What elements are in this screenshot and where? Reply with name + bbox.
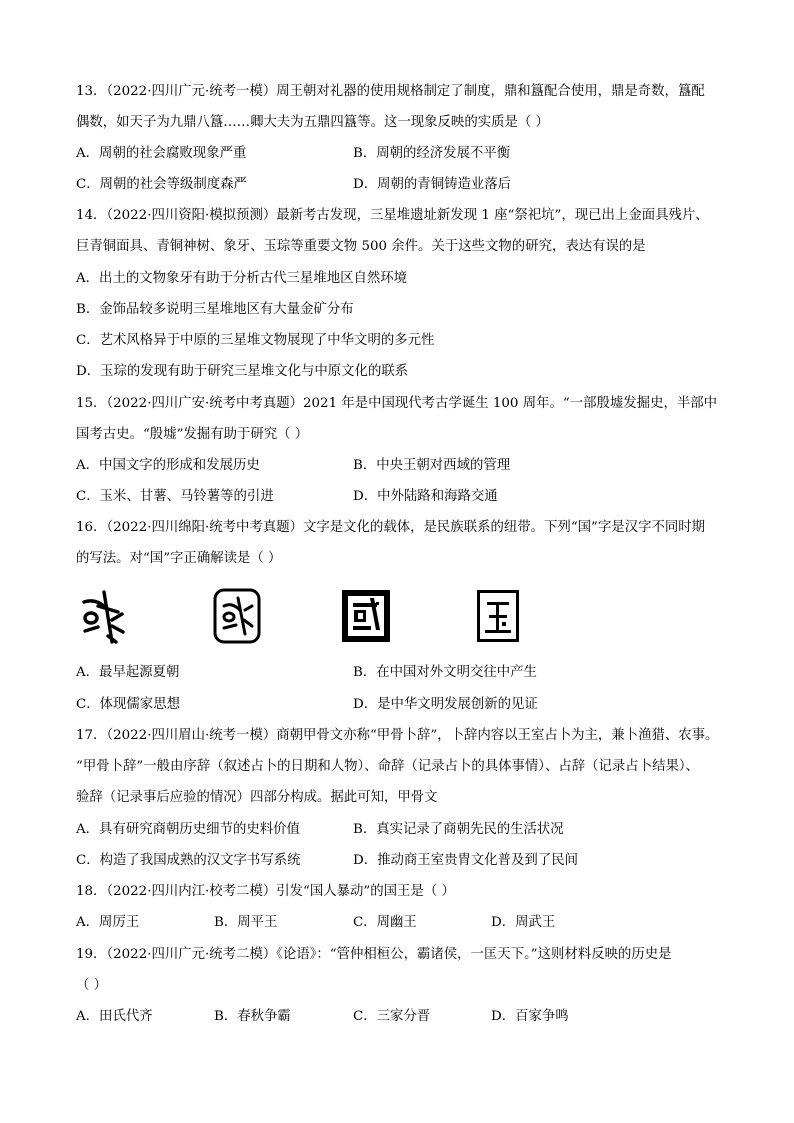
q16-line-1: 16．（2022·四川绵阳·统考中考真题）文字是文化的载体，是民族联系的纽带。下列“国”字是汉字不同时期 <box>76 520 706 535</box>
q15-option-c: C．玉米、甘薯、马铃薯等的引进 <box>76 489 274 504</box>
q17-line-1: 17．（2022·四川眉山·统考一模）商朝甲骨文亦称“甲骨卜辞”，卜辞内容以王室占卜为主，兼卜渔猎、农事。 <box>76 728 719 743</box>
q17-line-2: “甲骨卜辞”一般由序辞（叙述占卜的日期和人物）、命辞（记录占卜的具体事情）、占辞（记录占卜结果）、 <box>76 759 699 774</box>
q19-option-b: B．春秋争霸 <box>214 1009 291 1024</box>
q14-option-b: B．金饰品较多说明三星堆地区有大量金矿分布 <box>76 302 354 317</box>
q15-option-d: D．中外陆路和海路交通 <box>353 489 498 504</box>
q17-option-b: B．真实记录了商朝先民的生活状况 <box>353 822 564 837</box>
q13-option-d: D．周朝的青铜铸造业落后 <box>353 177 512 192</box>
q15-option-a: A．中国文字的形成和发展历史 <box>76 458 260 473</box>
q15-option-b: B．中央王朝对西域的管理 <box>353 458 511 473</box>
q14-line-2: 巨青铜面具、青铜神树、象牙、玉琮等重要文物 500 余件。关于这些文物的研究，表达有误的是 <box>76 239 646 254</box>
q16-option-a: A．最早起源夏朝 <box>76 665 180 680</box>
q16-option-b: B．在中国对外文明交往中产生 <box>353 665 537 680</box>
q19-option-c: C．三家分晋 <box>353 1009 431 1024</box>
q13-option-b: B．周朝的经济发展不平衡 <box>353 146 511 161</box>
q17-option-c: C．构造了我国成熟的汉文字书写系统 <box>76 853 301 868</box>
traditional-guo-icon <box>340 586 392 646</box>
q13-option-a: A．周朝的社会腐败现象严重 <box>76 146 247 161</box>
q15-line-1: 15．（2022·四川广安·统考中考真题）2021 年是中国现代考古学诞生 100 周年。“一部殷墟发掘史，半部中 <box>76 396 718 411</box>
q18-option-c: C．周幽王 <box>353 915 417 930</box>
q19-line-1: 19．（2022·四川广元·统考二模）《论语》：“管仲相桓公，霸诸侯，一匡天下。”这则材料反映的历史是 <box>76 947 672 962</box>
bronze-seal-guo-icon <box>212 586 262 646</box>
q19-line-2: （ ） <box>76 978 108 993</box>
q16-option-d: D．是中华文明发展创新的见证 <box>353 697 538 712</box>
oracle-bone-guo-icon <box>78 586 128 646</box>
q17-option-d: D．推动商王室贵胄文化普及到了民间 <box>353 853 578 868</box>
q16-option-c: C．体现儒家思想 <box>76 697 180 712</box>
q14-option-c: C．艺术风格异于中原的三星堆文物展现了中华文明的多元性 <box>76 333 435 348</box>
q19-option-a: A．田氏代齐 <box>76 1009 153 1024</box>
q18-line-1: 18．（2022·四川内江·校考二模）引发“国人暴动”的国王是（ ） <box>76 884 455 899</box>
q19-option-d: D．百家争鸣 <box>491 1009 569 1024</box>
q13-line-1: 13．（2022·四川广元·统考一模）周王朝对礼器的使用规格制定了制度，鼎和簋配合使用，鼎是奇数，簋配 <box>76 84 705 99</box>
q18-option-d: D．周武王 <box>491 915 556 930</box>
simplified-guo-icon <box>474 586 522 646</box>
q15-line-2: 国考古史。“殷墟”发掘有助于研究（ ） <box>76 427 309 442</box>
q14-line-1: 14．（2022·四川资阳·模拟预测）最新考古发现，三星堆遗址新发现 1 座“祭祀坑”，现已出上金面具残片、 <box>76 208 709 223</box>
q13-option-c: C．周朝的社会等级制度森严 <box>76 177 247 192</box>
q14-option-d: D．玉琮的发现有助于研究三星堆文化与中原文化的联系 <box>76 364 409 379</box>
q18-option-a: A．周厉王 <box>76 915 140 930</box>
q17-option-a: A．具有研究商朝历史细节的史料价值 <box>76 822 300 837</box>
q17-line-3: 验辞（记录事后应验的情况）四部分构成。据此可知，甲骨文 <box>76 790 438 805</box>
q13-line-2: 偶数，如天子为九鼎八簋……卿大夫为五鼎四簋等。这一现象反映的实质是（ ） <box>76 115 549 130</box>
q16-line-2: 的写法。对“国”字正确解读是（ ） <box>76 551 282 566</box>
q14-option-a: A．出土的文物象牙有助于分析古代三星堆地区自然环境 <box>76 271 408 286</box>
q18-option-b: B．周平王 <box>214 915 278 930</box>
